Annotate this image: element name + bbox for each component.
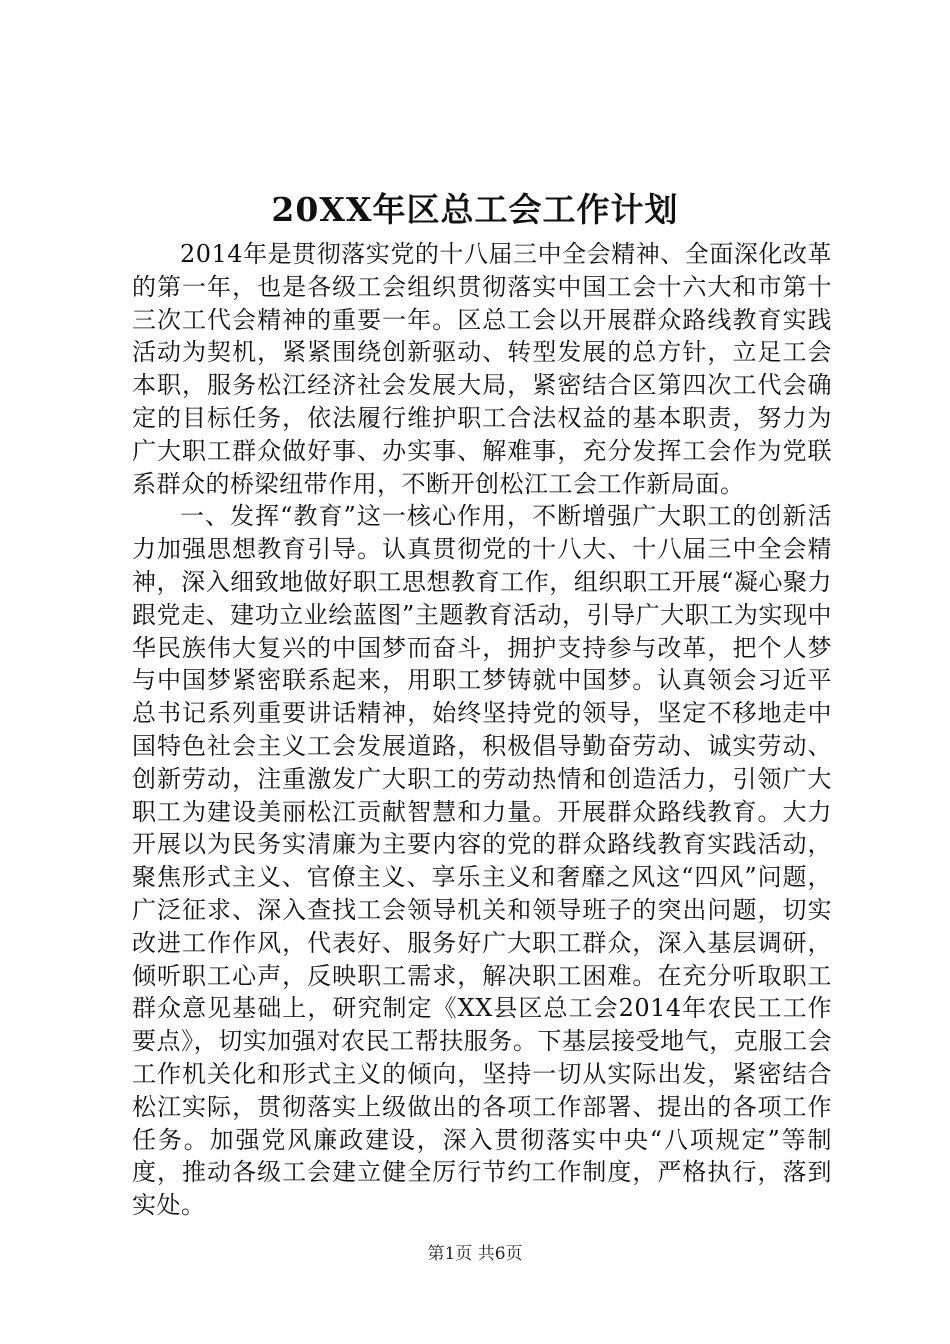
page-number-footer: 第1页 共6页 [427,1244,523,1264]
paragraph-section-one: 一、发挥“教育”这一核心作用，不断增强广大职工的创新活力加强思想教育引导。认真贯彻党的十八大、十八届三中全会精神，深入细致地做好职工思想教育工作，组织职工开展“凝心聚力跟党走、建功立业绘蓝图”主题教育活动，引导广大职工为实现中华民族伟大复兴的中国梦而奋斗，拥护支持参与改革，把个人梦与中国梦紧密联系起来，用职工梦铸就中国梦。认真领会习近平总书记系列重要讲话精神，始终坚持党的领导，坚定不移地走中国特色社会主义工会发展道路，积极倡导勤奋劳动、诚实劳动、创新劳动，注重激发广大职工的劳动热情和创造活力，引领广大职工为建设美丽松江贡献智慧和力量。开展群众路线教育。大力开展以为民务实清廉为主要内容的党的群众路线教育实践活动，聚焦形式主义、官僚主义、享乐主义和奢靡之风这“四风”问题，广泛征求、深入查找工会领导机关和领导班子的突出问题，切实改进工作作风，代表好、服务好广大职工群众，深入基层调研，倾听职工心声，反映职工需求，解决职工困难。在充分听取职工群众意见基础上，研究制定《XX县区总工会2014年农民工工作要点》，切实加强对农民工帮扶服务。下基层接受地气，克服工会工作机关化和形式主义的倾向，坚持一切从实际出发，紧密结合松江实际，贯彻落实上级做出的各项工作部署、提出的各项工作任务。加强党风廉政建设，深入贯彻落实中央“八项规定”等制度，推动各级工会建立健全厉行节约工作制度，严格执行，落到实处。 [132,502,832,1220]
paragraph-intro: 2014年是贯彻落实党的十八届三中全会精神、全面深化改革的第一年，也是各级工会组织贯彻落实中国工会十六大和市第十三次工代会精神的重要一年。区总工会以开展群众路线教育实践活动为契机，紧紧围绕创新驱动、转型发展的总方针，立足工会本职，服务松江经济社会发展大局，紧密结合区第四次工代会确定的目标任务，依法履行维护职工合法权益的基本职责，努力为广大职工群众做好事、办实事、解难事，充分发挥工会作为党联系群众的桥梁纽带作用，不断开创松江工会工作新局面。 [132,240,832,498]
document-title: 20XX年区总工会工作计划 [271,190,679,229]
document-body [132,238,832,1222]
